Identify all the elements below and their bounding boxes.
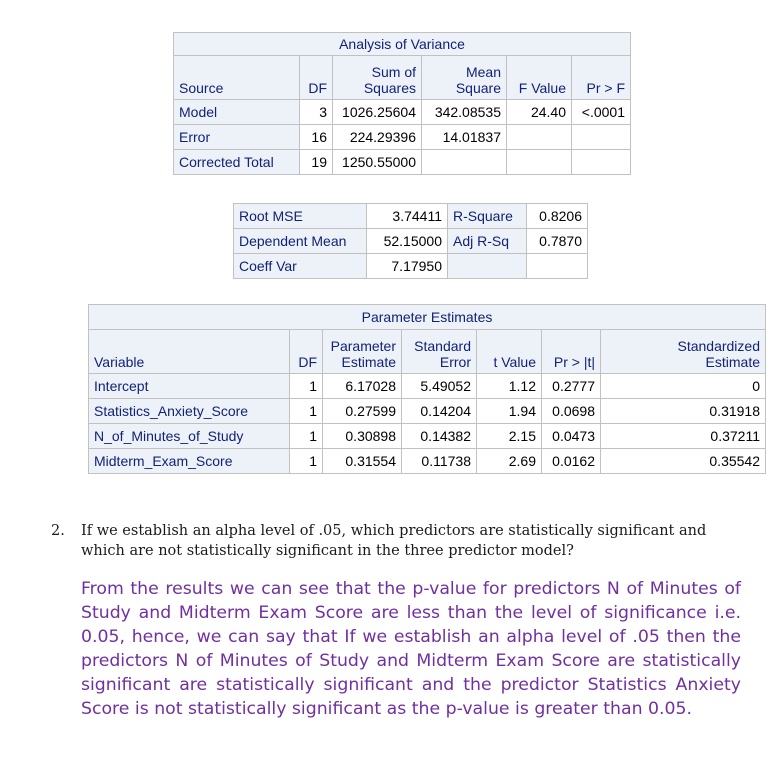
fit-row: Dependent Mean 52.15000 Adj R-Sq 0.7870: [234, 229, 588, 254]
params-title: Parameter Estimates: [89, 305, 766, 330]
fit-row: Root MSE 3.74411 R-Square 0.8206: [234, 204, 588, 229]
params-header-estimate: Parameter Estimate: [323, 330, 402, 374]
params-row: Midterm_Exam_Score 1 0.31554 0.11738 2.69 0.0162 0.35542: [89, 449, 766, 474]
anova-row: Error 16 224.29396 14.01837: [174, 125, 631, 150]
anova-title: Analysis of Variance: [174, 33, 631, 56]
anova-header-ms: Mean Square: [422, 56, 507, 100]
params-row: N_of_Minutes_of_Study 1 0.30898 0.14382 2.15 0.0473 0.37211: [89, 424, 766, 449]
parameter-estimates-table: [88, 304, 766, 474]
anova-row: Corrected Total 19 1250.55000: [174, 150, 631, 175]
anova-header-ss: Sum of Squares: [333, 56, 422, 100]
answer-text: From the results we can see that the p-value for predictors N of Minutes of Study and Midterm Exam Score are less than the level of significance i.e. 0.05, hence, we can say that If we establish an alpha level of .05 then the predictors N of Minutes of Study and Midterm Exam Score are statistically significant are statistically significant and the predictor Statistics Anxiety Score is not statistically significant as the p-value is greater than 0.05.: [81, 579, 741, 719]
fit-statistics-table: [233, 203, 588, 279]
params-header-variable: Variable: [89, 330, 290, 374]
question: [51, 521, 751, 561]
anova-row: Model 3 1026.25604 342.08535 24.40 <.0001: [174, 100, 631, 125]
anova-header-f: F Value: [507, 56, 572, 100]
anova-header-df: DF: [300, 56, 333, 100]
params-row: Intercept 1 6.17028 5.49052 1.12 0.2777 0: [89, 374, 766, 399]
anova-header-p: Pr > F: [572, 56, 631, 100]
params-row: Statistics_Anxiety_Score 1 0.27599 0.14204 1.94 0.0698 0.31918: [89, 399, 766, 424]
question-text: If we establish an alpha level of .05, which predictors are statistically significant and which are not statistically significant in the three predictor model?: [81, 523, 707, 559]
params-header-stderr: Standard Error: [402, 330, 477, 374]
fit-row: Coeff Var 7.17950: [234, 254, 588, 279]
question-number: 2.: [51, 523, 65, 539]
params-header-t: t Value: [477, 330, 542, 374]
params-header-df: DF: [290, 330, 323, 374]
anova-table: [173, 32, 631, 175]
anova-header-source: Source: [174, 56, 300, 100]
params-header-standardized: Standardized Estimate: [601, 330, 766, 374]
params-header-p: Pr > |t|: [542, 330, 601, 374]
